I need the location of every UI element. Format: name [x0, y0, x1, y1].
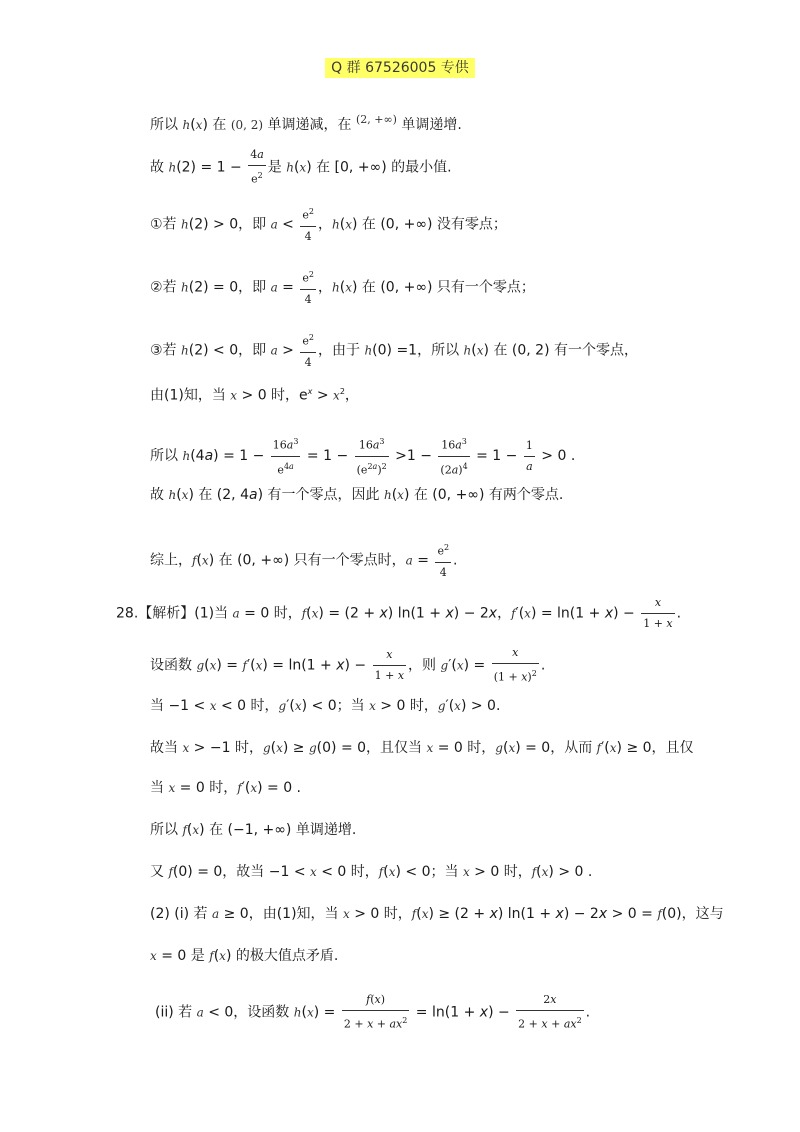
- solution-line: 所以 f(x) 在 (−1, +∞) 单调递增.: [150, 822, 357, 838]
- solution-line: (ii) 若 a < 0，设函数 h(x) = $\frac{f(x)}{2 + x + ax^2}$ = ln(1 + x) − $\frac{2x}{2 + x + ax^2}$ .: [155, 990, 590, 1035]
- watermark-header: [0, 57, 800, 77]
- header-text: Q 群 67526005 专供: [325, 58, 475, 78]
- solution-line: 设函数 g(x) = f′(x) = ln(1 + x) − $\frac{x}{1 + x}$ ，则 g′(x) = $\frac{x}{(1 + x)^2}$ .: [150, 643, 545, 688]
- solution-line: 所以 h(x) 在 (0, 2) 单调递减，在 $^{(2, +\infty)}$ 单调递增.: [150, 113, 462, 133]
- solution-line: 当 x = 0 时，f′(x) = 0 .: [150, 780, 302, 796]
- solution-line: ②若 h(2) = 0，即 a = $\frac{e^2}{4}$ ，h(x) 在 (0, +∞) 只有一个零点；: [150, 265, 535, 310]
- solution-line: 所以 h(4a) = 1 − $\frac{16a^3}{e^{4a}}$ = 1 − $\frac{16a^3}{(e^{2a})^2}$ >1 − $\frac{16a^3}{(2a)^4}$ = 1 − $\frac{1}{a}$ > 0 .: [150, 432, 575, 480]
- solution-line: ①若 h(2) > 0，即 a < $\frac{e^2}{4}$ ，h(x) 在 (0, +∞) 没有零点；: [150, 202, 507, 247]
- solution-line: 故 h(2) = 1 − $\frac{4a}{e^2}$ 是 h(x) 在 [0, +∞) 的最小值.: [150, 145, 452, 190]
- solution-line: (2) (i) 若 a ≥ 0，由(1)知，当 x > 0 时，f(x) ≥ (2 + x) ln(1 + x) − 2x > 0 = f(0)，这与: [150, 906, 724, 922]
- solution-line: 故当 x > −1 时，g(x) ≥ g(0) = 0，且仅当 x = 0 时，g(x) = 0，从而 f′(x) ≥ 0，且仅: [150, 740, 694, 756]
- solution-line: 当 −1 < x < 0 时，g′(x) < 0；当 x > 0 时，g′(x) > 0.: [150, 698, 501, 714]
- solution-line: ③若 h(2) < 0，即 a > $\frac{e^2}{4}$ ，由于 h(0) =1，所以 h(x) 在 (0, 2) 有一个零点，: [150, 328, 638, 373]
- problem-28-heading: 28.【解析】(1)当 a = 0 时，f(x) = (2 + x) ln(1 + x) − 2x，f′(x) = ln(1 + x) − $\frac{x}{1 + x}$ .: [116, 593, 681, 634]
- solution-line: x = 0 是 f(x) 的极大值点矛盾.: [150, 948, 339, 964]
- solution-line: 综上，f(x) 在 (0, +∞) 只有一个零点时，a = $\frac{e^2}{4}$ .: [150, 538, 458, 583]
- solution-line: 故 h(x) 在 (2, 4a) 有一个零点，因此 h(x) 在 (0, +∞) 有两个零点.: [150, 487, 564, 503]
- solution-line: 由(1)知，当 x > 0 时，$e^x > x^2$，: [150, 387, 359, 404]
- solution-line: 又 f(0) = 0，故当 −1 < x < 0 时，f(x) < 0；当 x > 0 时，f(x) > 0 .: [150, 864, 593, 880]
